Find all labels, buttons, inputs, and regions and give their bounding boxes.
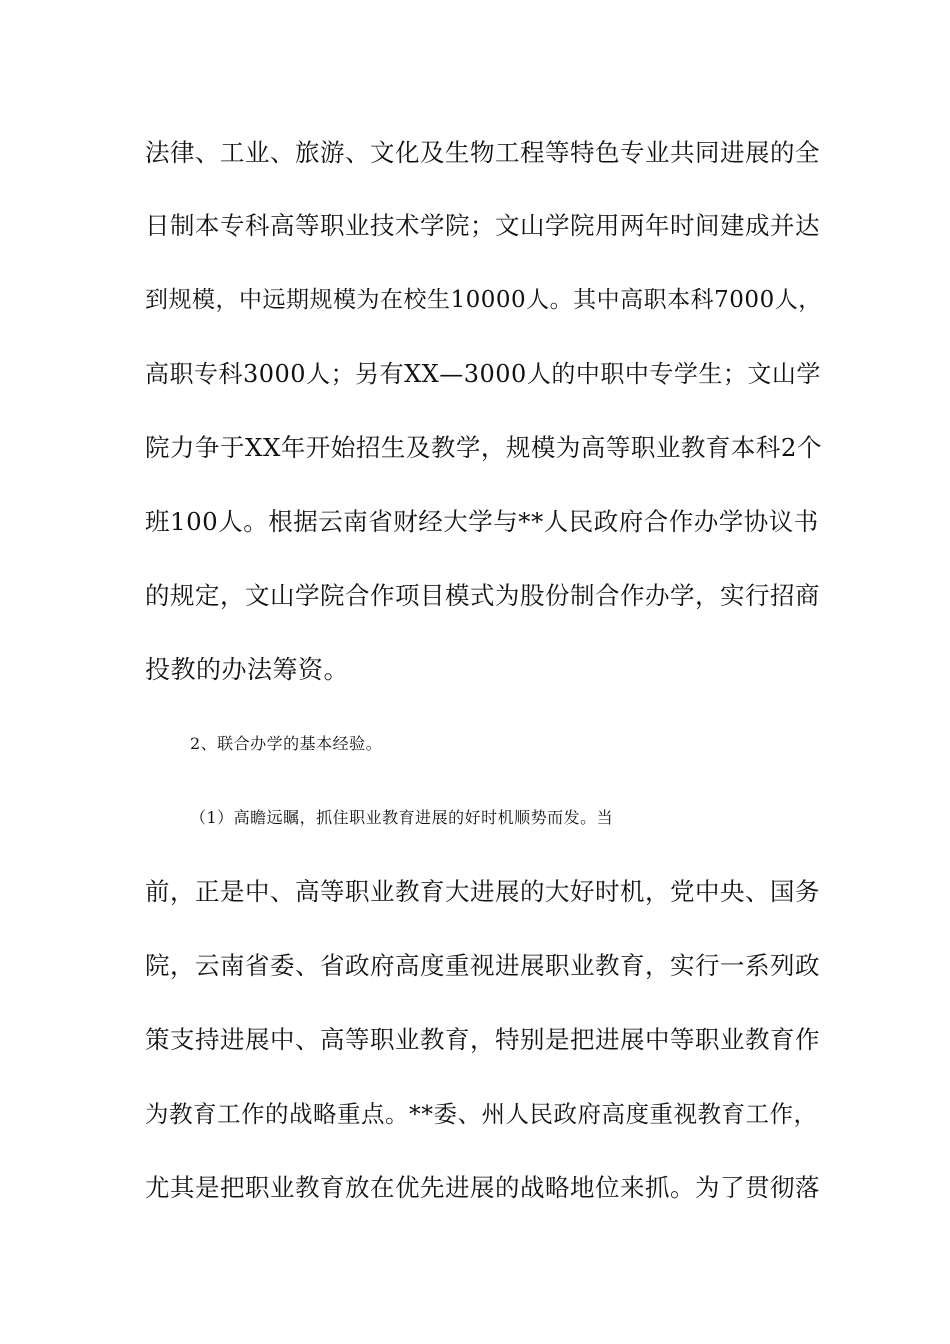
text-line: 尤其是把职业教育放在优先进展的战略地位来抓。为了贯彻落	[145, 1173, 820, 1202]
text-line: 高职专科3000人；另有XX—3000人的中职中专学生；文山学	[145, 360, 821, 388]
text-line: 院，云南省委、省政府高度重视进展职业教育，实行一系列政	[145, 951, 820, 980]
text-line: 日制本专科高等职业技术学院；文山学院用两年时间建成并达	[145, 211, 820, 240]
text-line: 到规模，中远期规模为在校生10000人。其中高职本科7000人，	[145, 287, 822, 313]
section-heading: 2、联合办学的基本经验。	[190, 734, 383, 753]
text-line: 法律、工业、旅游、文化及生物工程等特色专业共同进展的全	[145, 138, 820, 167]
subsection-heading: （1）高瞻远瞩，抓住职业教育进展的好时机顺势而发。当	[190, 808, 614, 827]
text-line: 的规定，文山学院合作项目模式为股份制合作办学，实行招商	[145, 581, 820, 610]
text-line: 前，正是中、高等职业教育大进展的大好时机，党中央、国务	[145, 877, 820, 906]
text-line: 策支持进展中、高等职业教育，特别是把进展中等职业教育作	[145, 1025, 820, 1054]
text-line: 为教育工作的战略重点。**委、州人民政府高度重视教育工作，	[145, 1100, 818, 1128]
text-line: 院力争于XX年开始招生及教学，规模为高等职业教育本科2个	[145, 433, 822, 462]
text-line: 投教的办法筹资。	[145, 655, 350, 684]
text-line: 班100人。根据云南省财经大学与**人民政府合作办学协议书	[145, 507, 819, 536]
